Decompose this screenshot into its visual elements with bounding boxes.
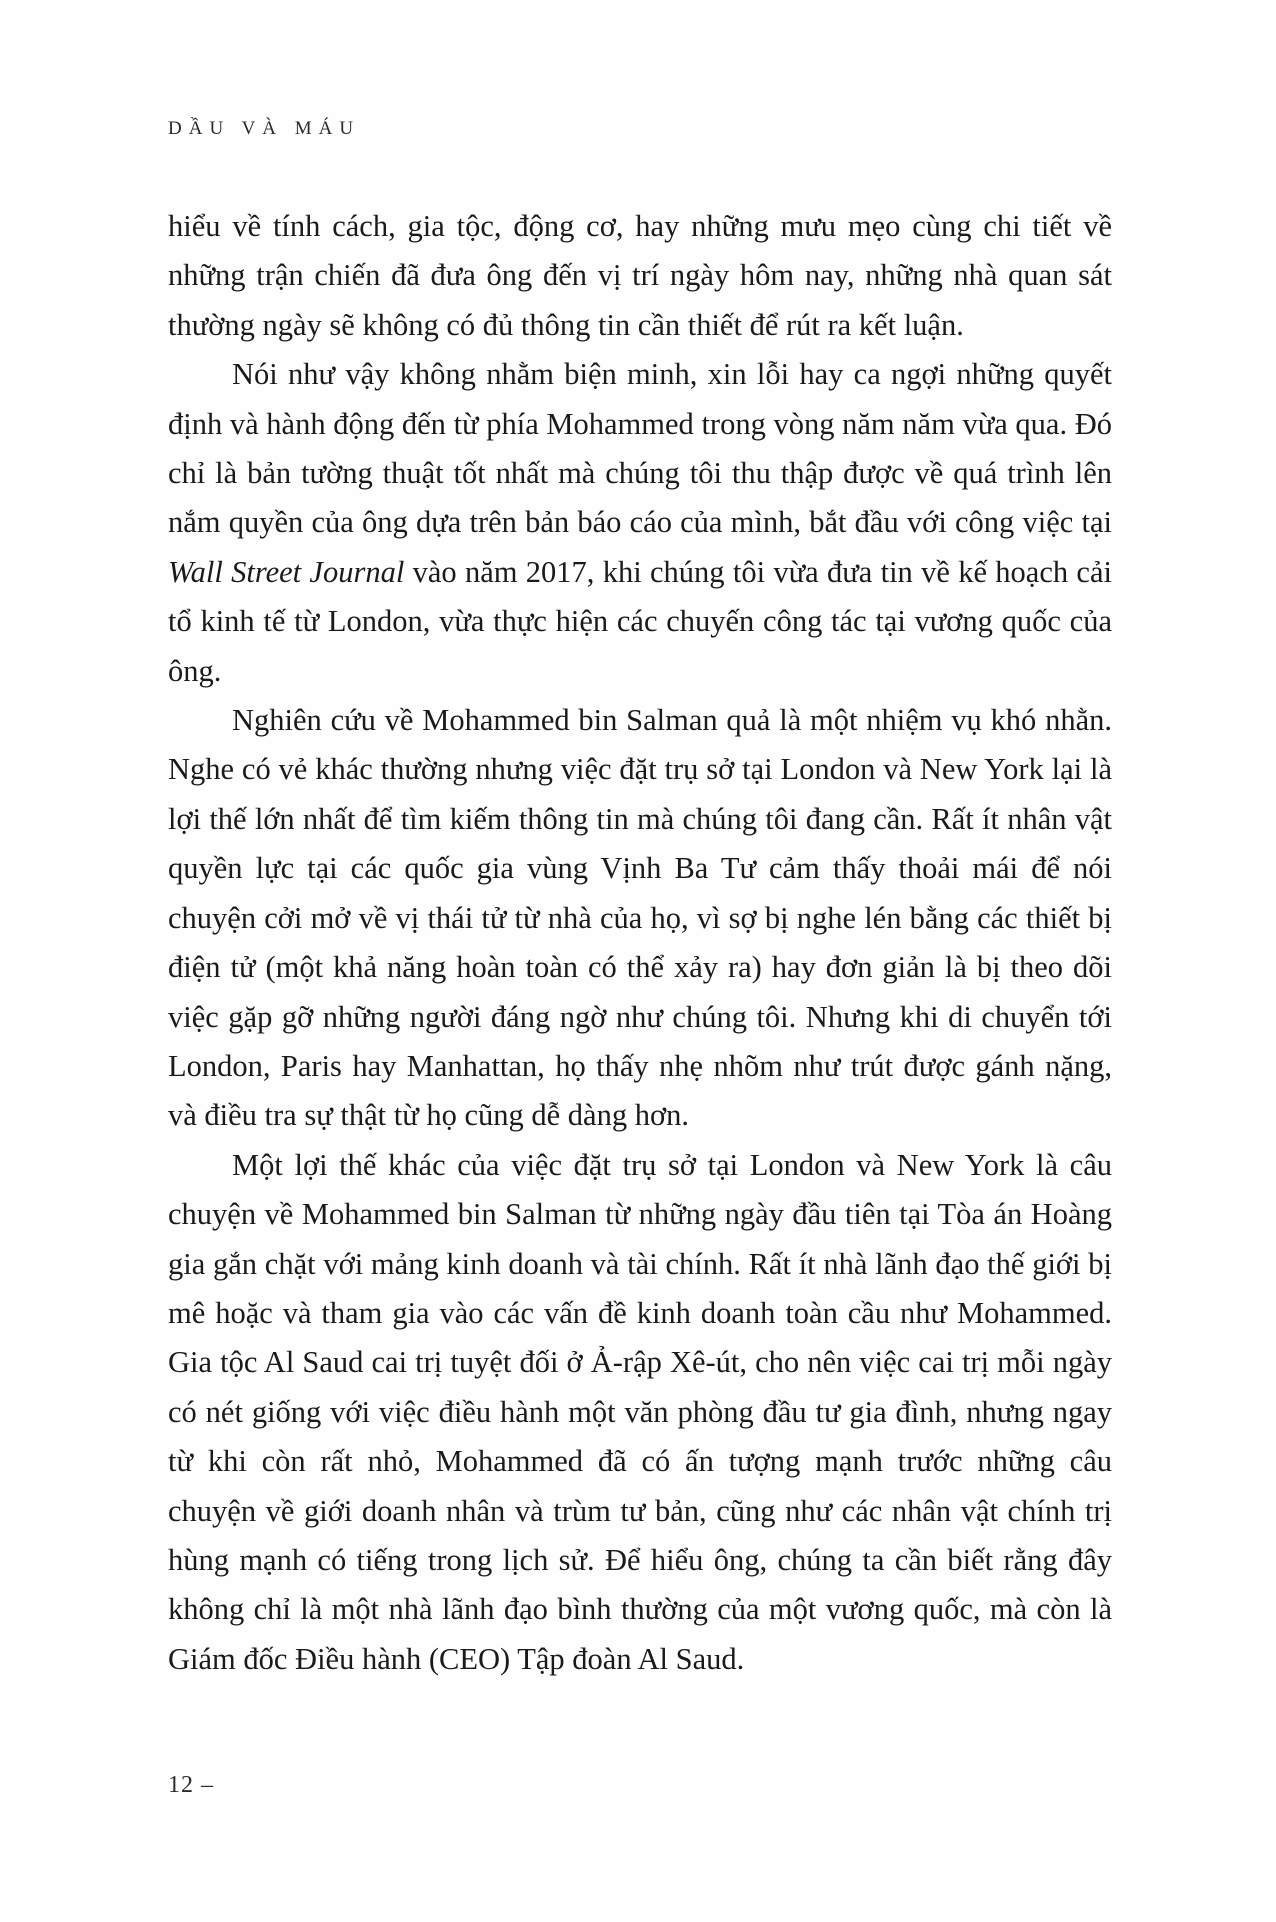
paragraph-2: Nói như vậy không nhằm biện minh, xin lỗi hay ca ngợi những quyết định và hành động đến từ phía Mohammed trong vòng năm năm vừa qua. Đó chỉ là bản tường thuật tốt nhất mà chúng tôi thu thập được về quá trình lên nắm quyền của ông dựa trên bản báo cáo của mình, bắt đầu với công việc tại Wall Street Journal vào năm 2017, khi chúng tôi vừa đưa tin về kế hoạch cải tổ kinh tế từ London, vừa thực hiện các chuyến công tác tại vương quốc của ông.: [168, 357, 1112, 688]
running-head: DẦU VÀ MÁU: [168, 118, 361, 139]
italic-title: Wall Street Journal: [168, 554, 405, 589]
page-number: 12 –: [168, 1772, 214, 1798]
paragraph-3: Nghiên cứu về Mohammed bin Salman quả là một nhiệm vụ khó nhằn. Nghe có vẻ khác thường nhưng việc đặt trụ sở tại London và New York lại là lợi thế lớn nhất để tìm kiếm thông tin mà chúng tôi đang cần. Rất ít nhân vật quyền lực tại các quốc gia vùng Vịnh Ba Tư cảm thấy thoải mái để nói chuyện cởi mở về vị thái tử từ nhà của họ, vì sợ bị nghe lén bằng các thiết bị điện tử (một khả năng hoàn toàn có thể xảy ra) hay đơn giản là bị theo dõi việc gặp gỡ những người đáng ngờ như chúng tôi. Nhưng khi di chuyển tới London, Paris hay Manhattan, họ thấy nhẹ nhõm như trút được gánh nặng, và điều tra sự thật từ họ cũng dễ dàng hơn.: [168, 703, 1112, 1133]
page-content: [168, 118, 1112, 1684]
paragraph-1: hiểu về tính cách, gia tộc, động cơ, hay những mưu mẹo cùng chi tiết về những trận chiến đã đưa ông đến vị trí ngày hôm nay, những nhà quan sát thường ngày sẽ không có đủ thông tin cần thiết để rút ra kết luận.: [168, 209, 1112, 342]
paragraph-4: Một lợi thế khác của việc đặt trụ sở tại London và New York là câu chuyện về Mohammed bin Salman từ những ngày đầu tiên tại Tòa án Hoàng gia gắn chặt với mảng kinh doanh và tài chính. Rất ít nhà lãnh đạo thế giới bị mê hoặc và tham gia vào các vấn đề kinh doanh toàn cầu như Mohammed. Gia tộc Al Saud cai trị tuyệt đối ở Ả-rập Xê-út, cho nên việc cai trị mỗi ngày có nét giống với việc điều hành một văn phòng đầu tư gia đình, nhưng ngay từ khi còn rất nhỏ, Mohammed đã có ấn tượng mạnh trước những câu chuyện về giới doanh nhân và trùm tư bản, cũng như các nhân vật chính trị hùng mạnh có tiếng trong lịch sử. Để hiểu ông, chúng ta cần biết rằng đây không chỉ là một nhà lãnh đạo bình thường của một vương quốc, mà còn là Giám đốc Điều hành (CEO) Tập đoàn Al Saud.: [168, 1147, 1112, 1676]
body-text: [168, 202, 1112, 1684]
